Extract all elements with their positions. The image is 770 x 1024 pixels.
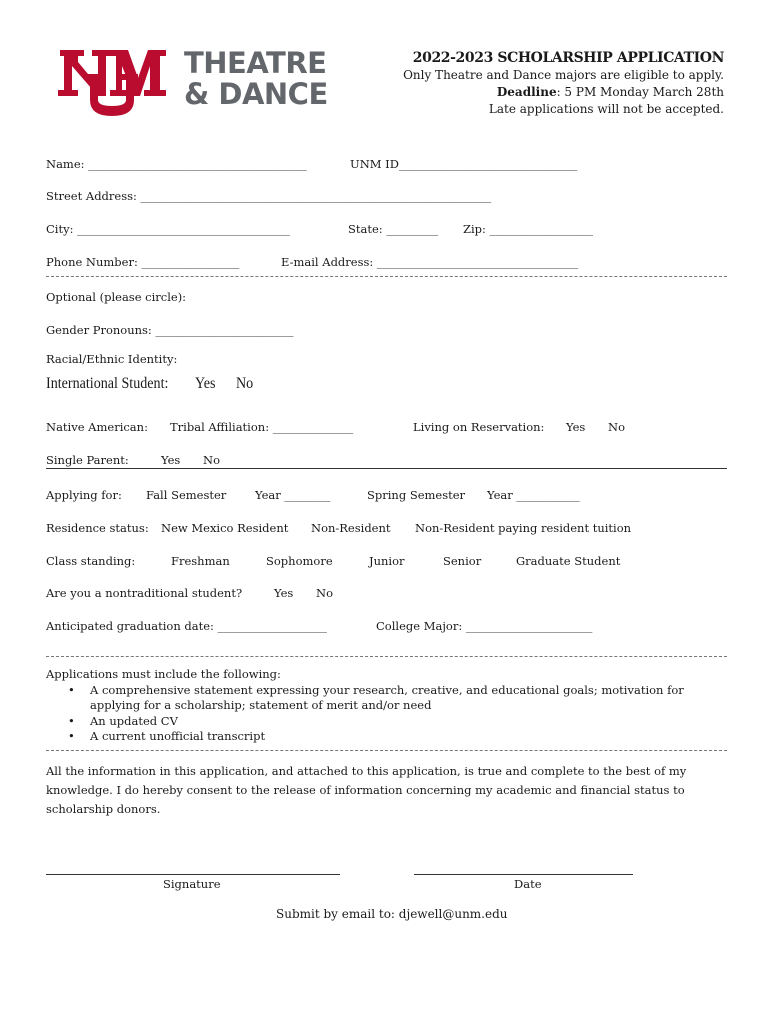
international-no-option[interactable]: No <box>236 375 254 392</box>
list-item: • An updated CV <box>90 714 684 730</box>
reservation-no-option[interactable]: No <box>608 420 625 434</box>
email-field[interactable]: E-mail Address: ___________________________________ <box>281 255 579 269</box>
certification-line: knowledge. I do hereby consent to the release of information concerning my academic and financial status to <box>46 783 685 797</box>
list-item: • A current unofficial transcript <box>90 729 684 745</box>
page-title: 2022-2023 SCHOLARSHIP APPLICATION <box>412 50 724 66</box>
nm-resident-option[interactable]: New Mexico Resident <box>161 521 289 535</box>
requirements-intro: Applications must include the following: <box>46 667 281 681</box>
nontraditional-no-option[interactable]: No <box>316 586 333 600</box>
form-header <box>403 50 724 118</box>
certification-line: scholarship donors. <box>46 802 161 816</box>
tribal-affiliation-field[interactable]: Tribal Affiliation: ______________ <box>170 420 354 434</box>
signature-label: Signature <box>163 877 221 891</box>
phone-field[interactable]: Phone Number: _________________ <box>46 255 240 269</box>
deadline-value: : 5 PM Monday March 28th <box>556 85 724 99</box>
spring-semester-option[interactable]: Spring Semester <box>367 488 466 502</box>
late-notice: Late applications will not be accepted. <box>488 102 724 116</box>
non-resident-tuition-option[interactable]: Non-Resident paying resident tuition <box>415 521 632 535</box>
international-yes-option[interactable]: Yes <box>195 375 216 392</box>
name-field[interactable]: Name: ______________________________________ <box>46 157 307 171</box>
fall-semester-option[interactable]: Fall Semester <box>146 488 227 502</box>
single-parent-yes-option[interactable]: Yes <box>161 453 181 467</box>
divider <box>46 656 727 657</box>
requirements-list <box>46 667 684 745</box>
certification-line: All the information in this application, and attached to this application, is true and complete to the best of my <box>46 764 687 778</box>
logo-text-dance: & DANCE <box>184 77 328 111</box>
sophomore-option[interactable]: Sophomore <box>266 554 333 568</box>
street-address-field[interactable]: Street Address: _____________________________________________________________ <box>46 189 492 203</box>
non-resident-option[interactable]: Non-Resident <box>311 521 391 535</box>
submit-instructions: Submit by email to: djewell@unm.edu <box>276 907 508 921</box>
spring-year-field[interactable]: Year ___________ <box>487 488 580 502</box>
date-label: Date <box>514 877 542 891</box>
list-item: • A comprehensive statement expressing your research, creative, and educational goals; motivation for <box>90 683 684 699</box>
nontraditional-yes-option[interactable]: Yes <box>274 586 294 600</box>
list-item-continuation: applying for a scholarship; statement of merit and/or need <box>90 698 432 712</box>
section-rule <box>46 468 727 469</box>
divider <box>46 276 727 277</box>
unm-id-field[interactable]: UNM ID_______________________________ <box>350 157 578 171</box>
graduate-student-option[interactable]: Graduate Student <box>516 554 621 568</box>
racial-identity-label: Racial/Ethnic Identity: <box>46 352 178 366</box>
nontraditional-label: Are you a nontraditional student? <box>46 586 243 600</box>
residence-label: Residence status: <box>46 521 149 535</box>
single-parent-label: Single Parent: <box>46 453 129 467</box>
certification-statement <box>46 762 736 819</box>
international-student-label: International Student: <box>46 375 169 392</box>
reservation-yes-option[interactable]: Yes <box>566 420 586 434</box>
pronouns-field[interactable]: Gender Pronouns: ________________________ <box>46 323 294 337</box>
junior-option[interactable]: Junior <box>369 554 405 568</box>
graduation-date-field[interactable]: Anticipated graduation date: ___________________ <box>46 619 327 633</box>
native-american-label: Native American: <box>46 420 148 434</box>
freshman-option[interactable]: Freshman <box>171 554 230 568</box>
signature-line[interactable] <box>46 874 340 875</box>
class-standing-label: Class standing: <box>46 554 136 568</box>
single-parent-no-option[interactable]: No <box>203 453 220 467</box>
logo-wordmark <box>184 48 328 110</box>
senior-option[interactable]: Senior <box>443 554 482 568</box>
date-line[interactable] <box>414 874 633 875</box>
applying-for-label: Applying for: <box>46 488 122 502</box>
optional-heading: Optional (please circle): <box>46 290 187 304</box>
state-field[interactable]: State: _________ <box>348 222 439 236</box>
fall-year-field[interactable]: Year ________ <box>255 488 331 502</box>
logo-text-theatre: THEATRE <box>184 46 327 80</box>
zip-field[interactable]: Zip: __________________ <box>463 222 594 236</box>
reservation-label: Living on Reservation: <box>413 420 545 434</box>
eligibility-note: Only Theatre and Dance majors are eligible to apply. <box>403 68 724 82</box>
deadline-line <box>403 84 724 101</box>
deadline-label: Deadline <box>496 85 557 99</box>
city-field[interactable]: City: _____________________________________ <box>46 222 290 236</box>
college-major-field[interactable]: College Major: ______________________ <box>376 619 593 633</box>
divider <box>46 750 727 751</box>
unm-logo-mark <box>58 44 166 116</box>
